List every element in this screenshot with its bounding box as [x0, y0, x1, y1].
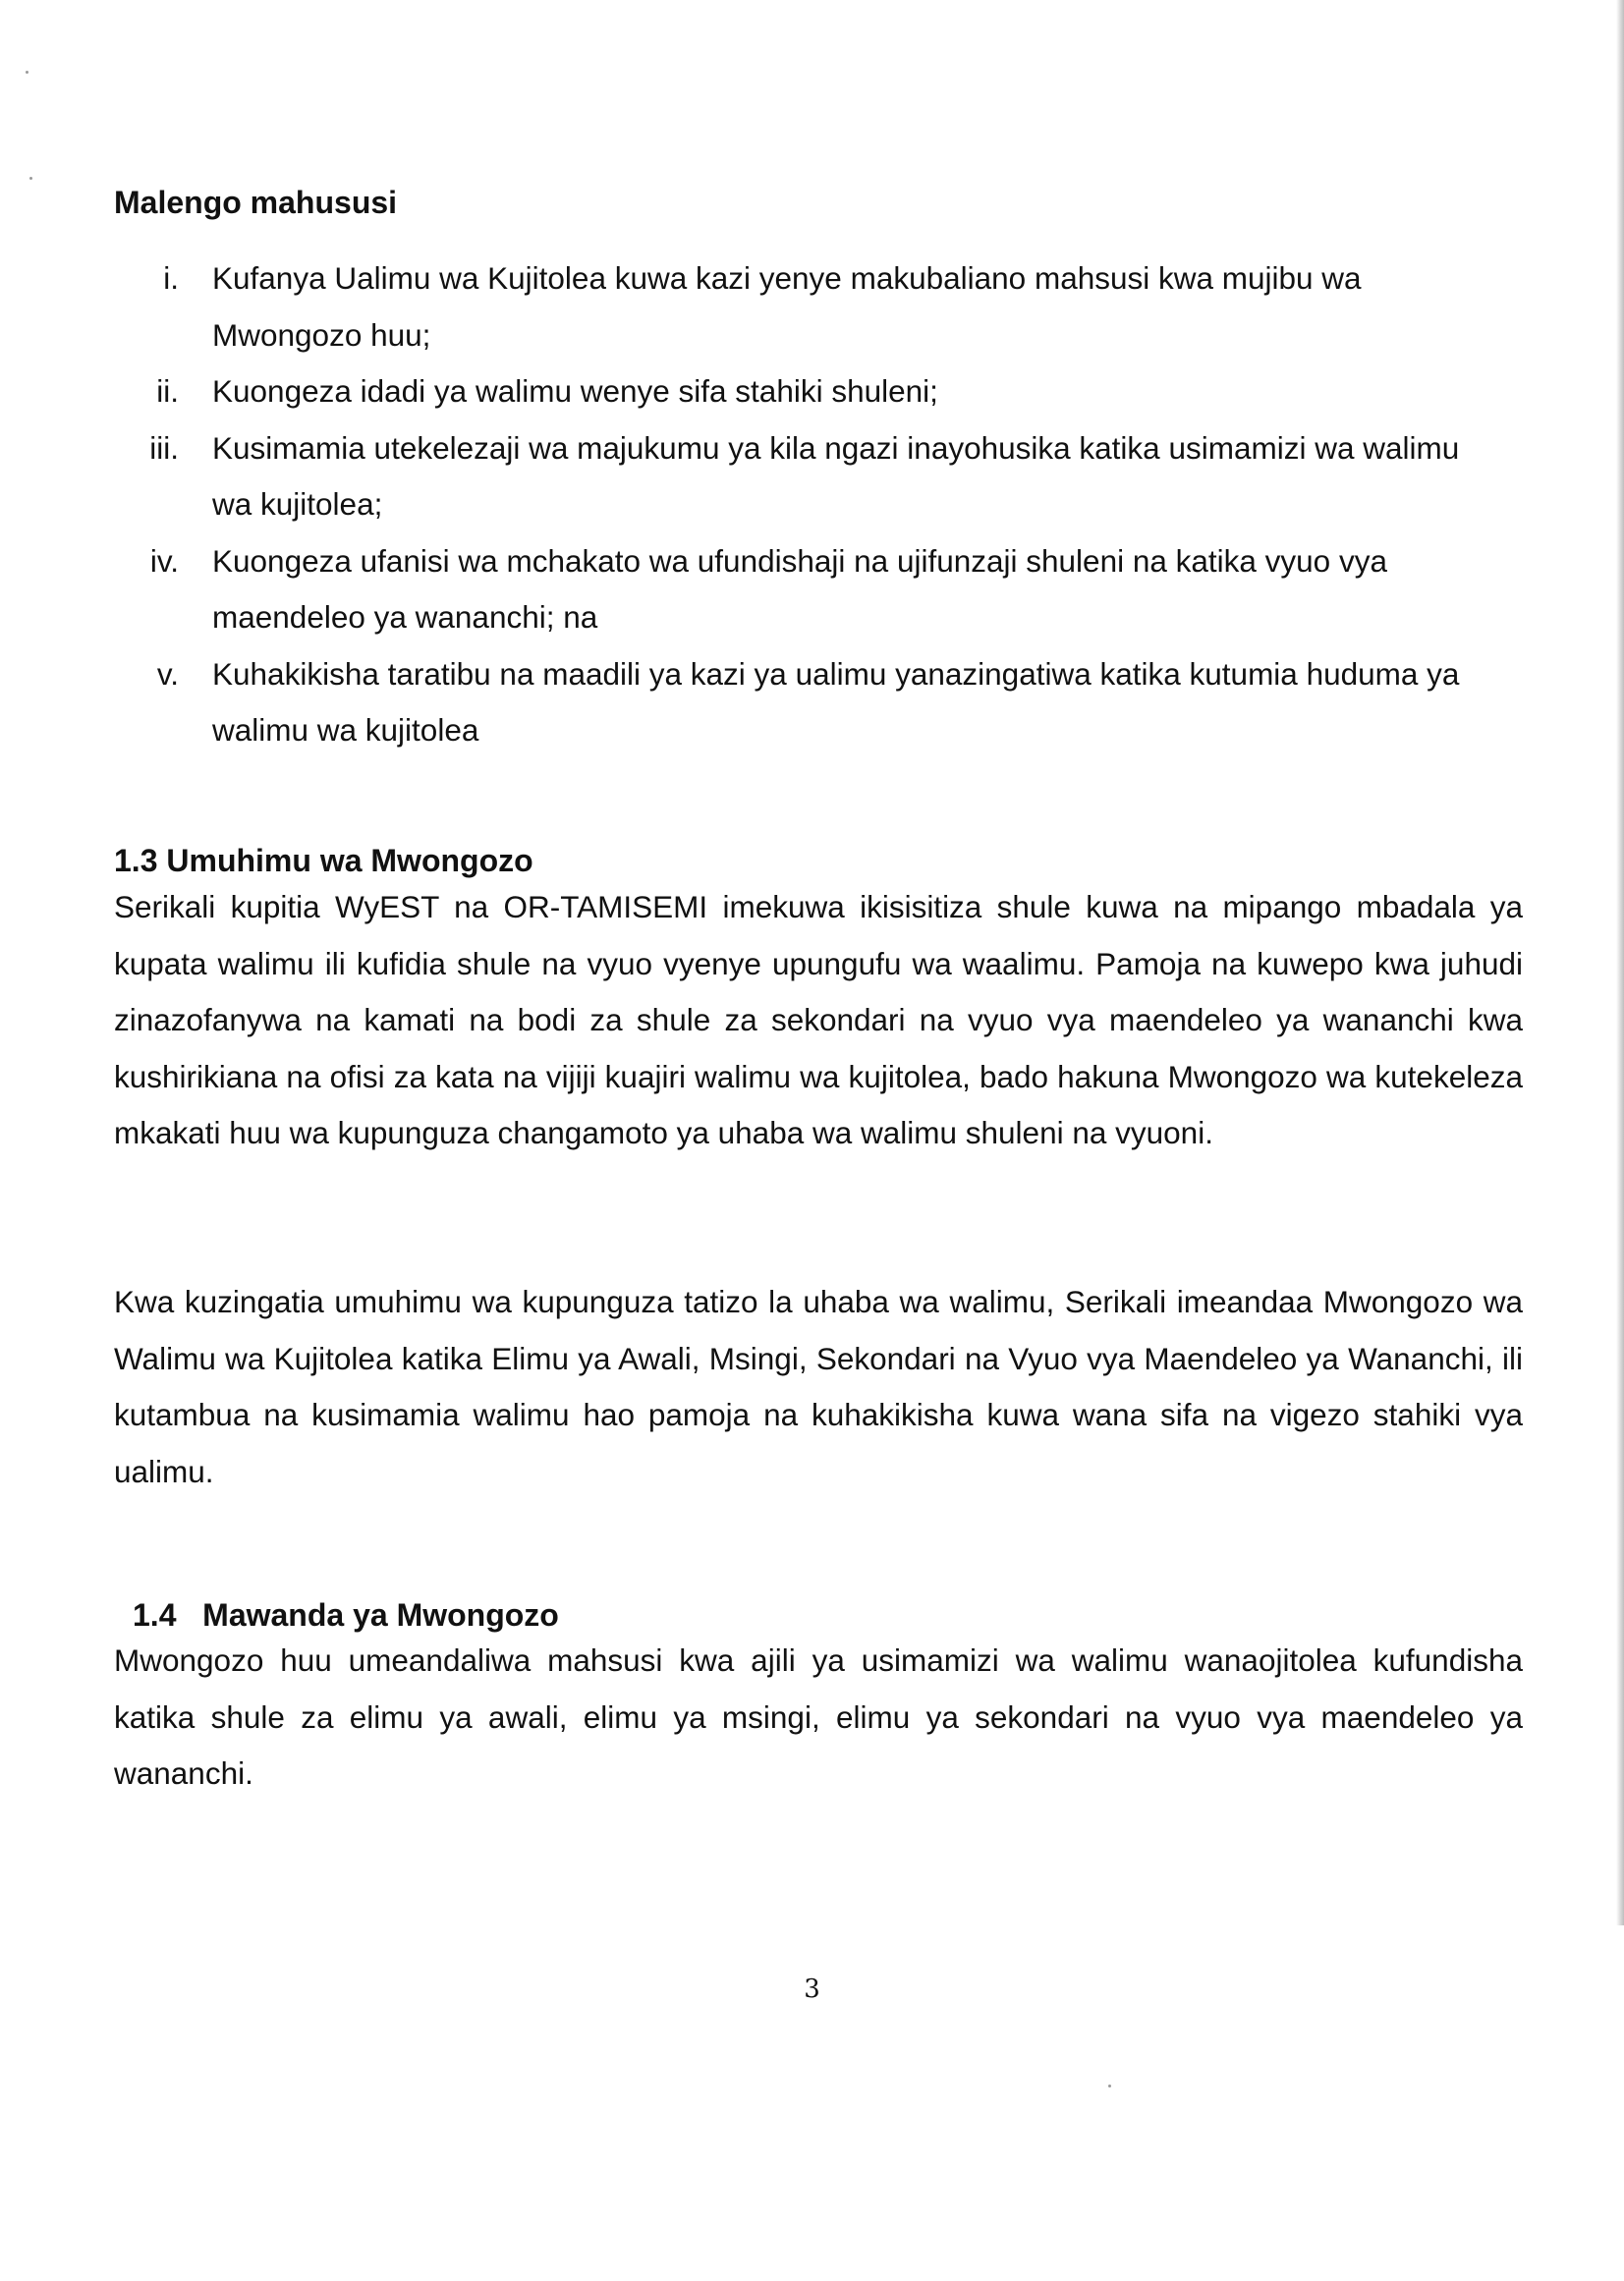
- list-numeral: iv.: [149, 542, 179, 579]
- list-item-text: Kuhakikisha taratibu na maadili ya kazi ya ualimu yanazingatiwa katika kutumia huduma ya walimu wa kujitolea: [212, 655, 1460, 748]
- list-item: [116, 533, 1521, 646]
- scan-edge-shadow: [1616, 0, 1624, 1925]
- section-1-3-paragraph-1: Serikali kupitia WyEST na OR-TAMISEMI imekuwa ikisisitiza shule kuwa na mipango mbadala ya kupata walimu ili kufidia shule na vyuo vyenye upungufu wa waalimu. Pamoja na kuwepo kwa juhudi zinazofanywa na kamati na bodi za shule za sekondari na vyuo vya maendeleo ya wananchi kwa kushirikiana na ofisi za kata na vijiji kuajiri walimu wa kujitolea, bado hakuna Mwongozo wa kutekeleza mkakati huu wa kupunguza changamoto ya uhaba wa walimu shuleni na vyuoni.: [114, 889, 1523, 1150]
- list-item: [116, 646, 1521, 759]
- list-item-text: Kufanya Ualimu wa Kujitolea kuwa kazi yenye makubaliano mahsusi kwa mujibu wa Mwongozo huu;: [212, 260, 1362, 353]
- section-1-4-paragraph: Mwongozo huu umeandaliwa mahsusi kwa ajili ya usimamizi wa walimu wanaojitolea kufundisha katika shule za elimu ya awali, elimu ya msingi, elimu ya sekondari na vyuo vya maendeleo ya wananchi.: [114, 1642, 1523, 1791]
- list-item: [116, 250, 1521, 363]
- scan-speck: [26, 71, 28, 74]
- list-item: [116, 420, 1521, 533]
- list-numeral: iii.: [149, 429, 179, 466]
- list-item-text: Kuongeza idadi ya walimu wenye sifa stahiki shuleni;: [212, 373, 938, 409]
- scan-speck: [29, 177, 32, 180]
- objectives-list: [116, 250, 1521, 759]
- page-number: 3: [804, 1975, 820, 2004]
- list-numeral: ii.: [156, 373, 179, 409]
- list-item-text: Kusimamia utekelezaji wa majukumu ya kila ngazi inayohusika katika usimamizi wa walimu wa kujitolea;: [212, 429, 1460, 522]
- section-1-4-heading: 1.4 Mawanda ya Mwongozo: [133, 1597, 559, 1633]
- list-item: [116, 363, 1521, 420]
- list-item-text: Kuongeza ufanisi wa mchakato wa ufundishaji na ujifunzaji shuleni na katika vyuo vya maendeleo ya wananchi; na: [212, 542, 1387, 635]
- objectives-heading: Malengo mahususi: [114, 185, 398, 220]
- section-1-3-paragraph-2: Kwa kuzingatia umuhimu wa kupunguza tatizo la uhaba wa walimu, Serikali imeandaa Mwongozo wa Walimu wa Kujitolea katika Elimu ya Awali, Msingi, Sekondari na Vyuo vya Maendeleo ya Wananchi, ili kutambua na kusimamia walimu hao pamoja na kuhakikisha kuwa wana sifa na vigezo stahiki vya ualimu.: [114, 1284, 1523, 1489]
- scan-speck: [1108, 2085, 1111, 2087]
- section-1-3-heading: 1.3 Umuhimu wa Mwongozo: [114, 843, 533, 878]
- list-numeral: i.: [163, 260, 179, 296]
- list-numeral: v.: [156, 655, 179, 692]
